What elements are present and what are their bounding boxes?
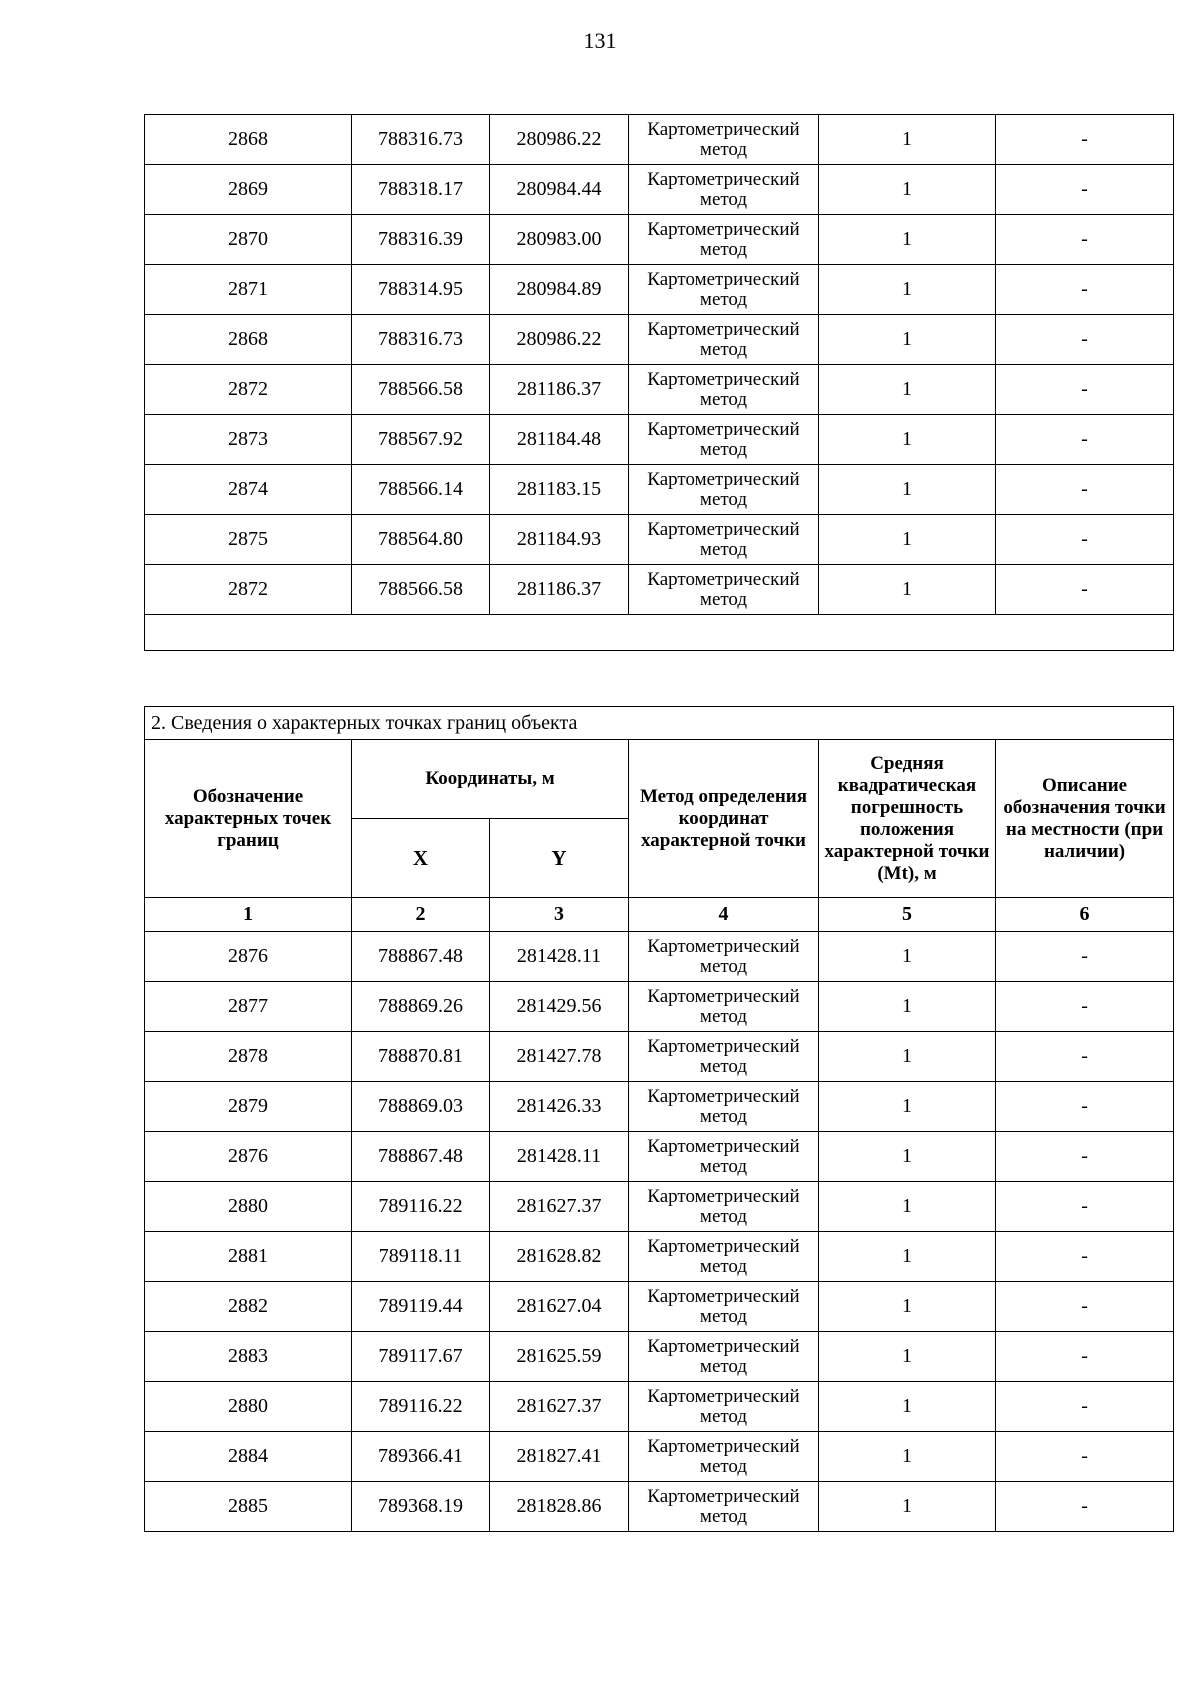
point-id-cell: 2882 (145, 1282, 352, 1332)
y-coordinate-cell: 281429.56 (490, 982, 629, 1032)
method-cell: Картометрический метод (629, 315, 819, 365)
column-number: 4 (629, 898, 819, 932)
x-coordinate-cell: 788566.58 (352, 365, 490, 415)
x-coordinate-cell: 789118.11 (352, 1232, 490, 1282)
method-cell: Картометрический метод (629, 1382, 819, 1432)
column-number: 6 (996, 898, 1174, 932)
table-row (145, 1332, 1174, 1382)
point-id-cell: 2873 (145, 415, 352, 465)
mt-cell: 1 (819, 1482, 996, 1532)
mt-cell: 1 (819, 1382, 996, 1432)
table-row (145, 315, 1174, 365)
mt-cell: 1 (819, 365, 996, 415)
section-title: 2. Сведения о характерных точках границ объекта (145, 707, 1174, 740)
mt-cell: 1 (819, 982, 996, 1032)
x-coordinate-cell: 788316.39 (352, 215, 490, 265)
y-coordinate-cell: 280984.44 (490, 165, 629, 215)
y-coordinate-cell: 281625.59 (490, 1332, 629, 1382)
point-id-cell: 2876 (145, 1132, 352, 1182)
y-coordinate-cell: 281828.86 (490, 1482, 629, 1532)
description-cell: - (996, 265, 1174, 315)
description-cell: - (996, 465, 1174, 515)
point-id-cell: 2876 (145, 932, 352, 982)
method-cell: Картометрический метод (629, 465, 819, 515)
point-id-cell: 2880 (145, 1182, 352, 1232)
table1-body (145, 115, 1174, 651)
table-row (145, 115, 1174, 165)
y-coordinate-cell: 281183.15 (490, 465, 629, 515)
x-coordinate-cell: 788870.81 (352, 1032, 490, 1082)
method-cell: Картометрический метод (629, 515, 819, 565)
method-cell: Картометрический метод (629, 982, 819, 1032)
x-coordinate-cell: 789117.67 (352, 1332, 490, 1382)
mt-cell: 1 (819, 932, 996, 982)
table-row (145, 565, 1174, 615)
x-coordinate-cell: 789116.22 (352, 1382, 490, 1432)
description-cell: - (996, 1382, 1174, 1432)
point-id-cell: 2879 (145, 1082, 352, 1132)
description-cell: - (996, 415, 1174, 465)
x-coordinate-cell: 788314.95 (352, 265, 490, 315)
mt-cell: 1 (819, 1032, 996, 1082)
y-coordinate-cell: 281184.93 (490, 515, 629, 565)
x-coordinate-cell: 788566.58 (352, 565, 490, 615)
point-id-cell: 2872 (145, 565, 352, 615)
method-cell: Картометрический метод (629, 1082, 819, 1132)
mt-cell: 1 (819, 115, 996, 165)
point-id-cell: 2871 (145, 265, 352, 315)
method-cell: Картометрический метод (629, 365, 819, 415)
header-description: Описание обозначения точки на местности (при наличии) (996, 740, 1174, 898)
point-id-cell: 2878 (145, 1032, 352, 1082)
empty-cell (145, 615, 1174, 651)
table-row (145, 365, 1174, 415)
method-cell: Картометрический метод (629, 1182, 819, 1232)
description-cell: - (996, 1032, 1174, 1082)
mt-cell: 1 (819, 1432, 996, 1482)
column-number: 1 (145, 898, 352, 932)
description-cell: - (996, 565, 1174, 615)
table-row (145, 465, 1174, 515)
table-row (145, 1132, 1174, 1182)
mt-cell: 1 (819, 415, 996, 465)
x-coordinate-cell: 788318.17 (352, 165, 490, 215)
table2-body (145, 932, 1174, 1532)
method-cell: Картометрический метод (629, 1432, 819, 1482)
mt-cell: 1 (819, 1182, 996, 1232)
mt-cell: 1 (819, 165, 996, 215)
method-cell: Картометрический метод (629, 1032, 819, 1082)
y-coordinate-cell: 281627.04 (490, 1282, 629, 1332)
method-cell: Картометрический метод (629, 215, 819, 265)
table-row (145, 932, 1174, 982)
table-row (145, 265, 1174, 315)
method-cell: Картометрический метод (629, 1232, 819, 1282)
description-cell: - (996, 1132, 1174, 1182)
table-row (145, 165, 1174, 215)
point-id-cell: 2870 (145, 215, 352, 265)
description-cell: - (996, 1182, 1174, 1232)
method-cell: Картометрический метод (629, 1282, 819, 1332)
column-number: 3 (490, 898, 629, 932)
column-number: 5 (819, 898, 996, 932)
point-id-cell: 2868 (145, 315, 352, 365)
mt-cell: 1 (819, 565, 996, 615)
y-coordinate-cell: 281827.41 (490, 1432, 629, 1482)
x-coordinate-cell: 788567.92 (352, 415, 490, 465)
x-coordinate-cell: 789119.44 (352, 1282, 490, 1332)
page-number: 131 (583, 28, 617, 53)
x-coordinate-cell: 788869.26 (352, 982, 490, 1032)
mt-cell: 1 (819, 1132, 996, 1182)
header-method: Метод определения координат характерной точки (629, 740, 819, 898)
table-row (145, 1282, 1174, 1332)
mt-cell: 1 (819, 315, 996, 365)
method-cell: Картометрический метод (629, 115, 819, 165)
method-cell: Картометрический метод (629, 1332, 819, 1382)
table-row (145, 215, 1174, 265)
y-coordinate-cell: 281427.78 (490, 1032, 629, 1082)
description-cell: - (996, 1332, 1174, 1382)
description-cell: - (996, 515, 1174, 565)
header-designation: Обозначение характерных точек границ (145, 740, 352, 898)
y-coordinate-cell: 281627.37 (490, 1382, 629, 1432)
description-cell: - (996, 932, 1174, 982)
x-coordinate-cell: 788316.73 (352, 315, 490, 365)
y-coordinate-cell: 280986.22 (490, 315, 629, 365)
table-row (145, 1382, 1174, 1432)
description-cell: - (996, 215, 1174, 265)
coordinates-table-continuation (144, 114, 1174, 651)
table-row (145, 1432, 1174, 1482)
point-id-cell: 2872 (145, 365, 352, 415)
mt-cell: 1 (819, 1282, 996, 1332)
x-coordinate-cell: 788564.80 (352, 515, 490, 565)
empty-row (145, 615, 1174, 651)
y-coordinate-cell: 281186.37 (490, 565, 629, 615)
method-cell: Картометрический метод (629, 1482, 819, 1532)
x-coordinate-cell: 788867.48 (352, 932, 490, 982)
table-row (145, 415, 1174, 465)
point-id-cell: 2868 (145, 115, 352, 165)
description-cell: - (996, 1432, 1174, 1482)
method-cell: Картометрический метод (629, 932, 819, 982)
x-coordinate-cell: 788316.73 (352, 115, 490, 165)
y-coordinate-cell: 281428.11 (490, 1132, 629, 1182)
table-row (145, 982, 1174, 1032)
mt-cell: 1 (819, 465, 996, 515)
description-cell: - (996, 1282, 1174, 1332)
point-id-cell: 2880 (145, 1382, 352, 1432)
mt-cell: 1 (819, 1332, 996, 1382)
table-row (145, 1482, 1174, 1532)
description-cell: - (996, 165, 1174, 215)
y-coordinate-cell: 280984.89 (490, 265, 629, 315)
y-coordinate-cell: 281627.37 (490, 1182, 629, 1232)
x-coordinate-cell: 788869.03 (352, 1082, 490, 1132)
header-mt: Средняя квадратическая погрешность положения характерной точки (Mt), м (819, 740, 996, 898)
column-number: 2 (352, 898, 490, 932)
description-cell: - (996, 1082, 1174, 1132)
point-id-cell: 2869 (145, 165, 352, 215)
y-coordinate-cell: 280983.00 (490, 215, 629, 265)
point-id-cell: 2883 (145, 1332, 352, 1382)
x-coordinate-cell: 788867.48 (352, 1132, 490, 1182)
point-id-cell: 2875 (145, 515, 352, 565)
table-row (145, 515, 1174, 565)
y-coordinate-cell: 281428.11 (490, 932, 629, 982)
description-cell: - (996, 315, 1174, 365)
header-x: X (352, 819, 490, 898)
header-coordinates: Координаты, м (352, 740, 629, 819)
method-cell: Картометрический метод (629, 165, 819, 215)
boundary-points-table (144, 706, 1174, 1532)
description-cell: - (996, 982, 1174, 1032)
point-id-cell: 2874 (145, 465, 352, 515)
table-row (145, 1082, 1174, 1132)
mt-cell: 1 (819, 265, 996, 315)
description-cell: - (996, 365, 1174, 415)
method-cell: Картометрический метод (629, 265, 819, 315)
x-coordinate-cell: 788566.14 (352, 465, 490, 515)
mt-cell: 1 (819, 215, 996, 265)
mt-cell: 1 (819, 1232, 996, 1282)
mt-cell: 1 (819, 1082, 996, 1132)
header-y: Y (490, 819, 629, 898)
y-coordinate-cell: 281426.33 (490, 1082, 629, 1132)
point-id-cell: 2877 (145, 982, 352, 1032)
y-coordinate-cell: 281186.37 (490, 365, 629, 415)
method-cell: Картометрический метод (629, 565, 819, 615)
method-cell: Картометрический метод (629, 415, 819, 465)
point-id-cell: 2881 (145, 1232, 352, 1282)
y-coordinate-cell: 281628.82 (490, 1232, 629, 1282)
table-row (145, 1182, 1174, 1232)
y-coordinate-cell: 280986.22 (490, 115, 629, 165)
mt-cell: 1 (819, 515, 996, 565)
point-id-cell: 2885 (145, 1482, 352, 1532)
description-cell: - (996, 1232, 1174, 1282)
method-cell: Картометрический метод (629, 1132, 819, 1182)
point-id-cell: 2884 (145, 1432, 352, 1482)
x-coordinate-cell: 789366.41 (352, 1432, 490, 1482)
x-coordinate-cell: 789116.22 (352, 1182, 490, 1232)
x-coordinate-cell: 789368.19 (352, 1482, 490, 1532)
description-cell: - (996, 115, 1174, 165)
y-coordinate-cell: 281184.48 (490, 415, 629, 465)
table-row (145, 1232, 1174, 1282)
table-row (145, 1032, 1174, 1082)
description-cell: - (996, 1482, 1174, 1532)
